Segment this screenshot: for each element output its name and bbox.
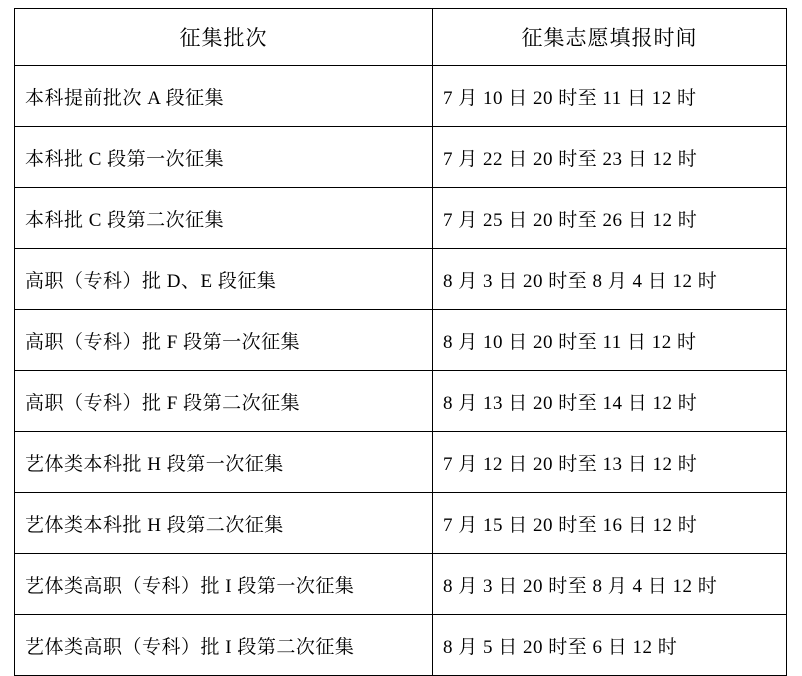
cell-batch-text: 本科提前批次 A 段征集 <box>25 87 225 109</box>
cell-time-text: 8 月 13 日 20 时至 14 日 12 时 <box>443 392 698 414</box>
cell-time <box>433 371 787 432</box>
cell-batch-text: 艺体类高职（专科）批 I 段第一次征集 <box>25 575 355 597</box>
cell-time-text: 8 月 5 日 20 时至 6 日 12 时 <box>443 636 678 658</box>
cell-batch <box>15 493 433 554</box>
table-row <box>15 554 787 615</box>
table-row <box>15 432 787 493</box>
cell-time <box>433 127 787 188</box>
table-row <box>15 493 787 554</box>
cell-time-text: 8 月 10 日 20 时至 11 日 12 时 <box>443 331 697 353</box>
table-row <box>15 615 787 676</box>
column-header-batch-text: 征集批次 <box>179 26 268 50</box>
table-header <box>15 9 787 66</box>
table-row <box>15 310 787 371</box>
cell-batch <box>15 432 433 493</box>
cell-batch <box>15 615 433 676</box>
cell-batch-text: 高职（专科）批 F 段第二次征集 <box>25 392 301 414</box>
cell-batch <box>15 371 433 432</box>
cell-time-text: 7 月 25 日 20 时至 26 日 12 时 <box>443 209 698 231</box>
table-header-row <box>15 9 787 66</box>
cell-batch <box>15 66 433 127</box>
cell-batch-text: 本科批 C 段第二次征集 <box>25 209 225 231</box>
table-row <box>15 127 787 188</box>
cell-batch-text: 艺体类高职（专科）批 I 段第二次征集 <box>25 636 355 658</box>
cell-time-text: 7 月 12 日 20 时至 13 日 12 时 <box>443 453 698 475</box>
cell-time <box>433 188 787 249</box>
table-row <box>15 249 787 310</box>
cell-time-text: 8 月 3 日 20 时至 8 月 4 日 12 时 <box>443 575 718 597</box>
cell-time <box>433 310 787 371</box>
column-header-time-text: 征集志愿填报时间 <box>521 26 698 50</box>
cell-time <box>433 554 787 615</box>
cell-batch-text: 艺体类本科批 H 段第二次征集 <box>25 514 284 536</box>
cell-time-text: 7 月 10 日 20 时至 11 日 12 时 <box>443 87 697 109</box>
column-header-batch <box>15 9 433 66</box>
cell-time <box>433 249 787 310</box>
cell-batch-text: 艺体类本科批 H 段第一次征集 <box>25 453 284 475</box>
cell-time-text: 7 月 15 日 20 时至 16 日 12 时 <box>443 514 698 536</box>
table-body <box>15 66 787 676</box>
cell-batch-text: 高职（专科）批 D、E 段征集 <box>25 270 277 292</box>
cell-time <box>433 493 787 554</box>
cell-batch <box>15 310 433 371</box>
collection-schedule-table <box>14 8 787 676</box>
table-row <box>15 188 787 249</box>
cell-batch-text: 高职（专科）批 F 段第一次征集 <box>25 331 301 353</box>
cell-time <box>433 615 787 676</box>
cell-batch-text: 本科批 C 段第一次征集 <box>25 148 225 170</box>
cell-batch <box>15 554 433 615</box>
cell-batch <box>15 249 433 310</box>
cell-batch <box>15 127 433 188</box>
cell-time-text: 7 月 22 日 20 时至 23 日 12 时 <box>443 148 698 170</box>
table-row <box>15 66 787 127</box>
table-row <box>15 371 787 432</box>
cell-batch <box>15 188 433 249</box>
column-header-time <box>433 9 787 66</box>
cell-time <box>433 66 787 127</box>
cell-time <box>433 432 787 493</box>
cell-time-text: 8 月 3 日 20 时至 8 月 4 日 12 时 <box>443 270 718 292</box>
